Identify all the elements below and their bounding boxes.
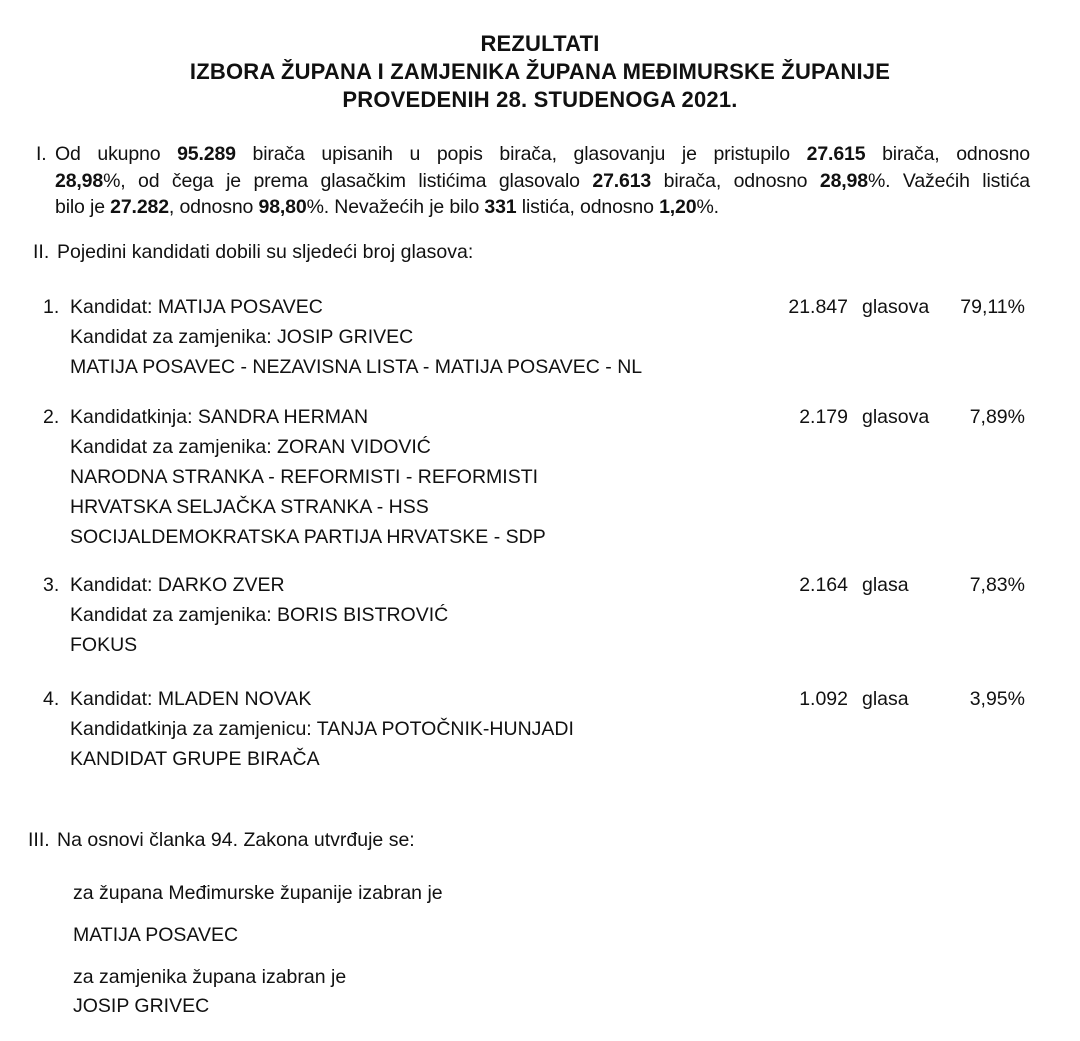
candidate-block	[43, 292, 1080, 382]
candidate-votes-label: glasa	[862, 687, 909, 710]
candidate-lines	[70, 600, 1080, 660]
document-title	[0, 0, 1080, 114]
paragraph-line: Od ukupno 95.289 birača upisanih u popis birača, glasovanju je pristupilo 27.615 birača, odnosno	[55, 143, 1030, 165]
candidate-detail-line: Kandidat za zamjenika: ZORAN VIDOVIĆ	[70, 435, 431, 458]
candidate-detail-line: Kandidat za zamjenika: JOSIP GRIVEC	[70, 325, 414, 348]
candidate-detail-line: FOKUS	[70, 633, 138, 656]
candidate-percent: 3,95%	[969, 687, 1025, 710]
title-line-3: PROVEDENIH 28. STUDENOGA 2021.	[342, 87, 738, 112]
candidate-detail-line: KANDIDAT GRUPE BIRAČA	[70, 747, 320, 770]
candidate-percent: 7,89%	[969, 405, 1025, 428]
candidate-number: 2.	[43, 405, 60, 428]
paragraph-line: 28,98%, od čega je prema glasačkim listićima glasovalo 27.613 birača, odnosno 28,98%. Važećih listića	[55, 169, 1030, 192]
candidate-title: Kandidatkinja: SANDRA HERMAN	[70, 405, 369, 428]
closing-line: za župana Međimurske županije izabran je	[73, 881, 443, 904]
candidate-votes-label: glasova	[862, 295, 930, 318]
candidate-percent: 79,11%	[960, 295, 1025, 318]
candidate-row	[43, 292, 1080, 322]
candidate-block	[43, 570, 1080, 660]
candidate-number: 1.	[43, 295, 60, 318]
candidate-title: Kandidat: MLADEN NOVAK	[70, 687, 312, 710]
section-3-heading	[28, 827, 1080, 854]
section-2-marker: II.	[33, 240, 50, 263]
candidate-votes: 1.092	[799, 687, 848, 710]
candidate-detail-line: NARODNA STRANKA - REFORMISTI - REFORMISTI	[70, 465, 539, 488]
section-3-text: Na osnovi članka 94. Zakona utvrđuje se:	[57, 828, 415, 851]
section-2-text: Pojedini kandidati dobili su sljedeći broj glasova:	[57, 240, 474, 263]
candidate-title: Kandidat: DARKO ZVER	[70, 573, 285, 596]
candidate-lines	[70, 432, 1080, 552]
candidate-detail-line: Kandidatkinja za zamjenicu: TANJA POTOČNIK-HUNJADI	[70, 717, 574, 740]
candidate-lines	[70, 322, 1080, 382]
candidate-row	[43, 402, 1080, 432]
closing-statements	[73, 880, 1080, 1020]
title-line-2: IZBORA ŽUPANA I ZAMJENIKA ŽUPANA MEĐIMURSKE ŽUPANIJE	[189, 59, 891, 84]
closing-line: za zamjenika župana izabran je	[73, 965, 347, 988]
candidate-number: 4.	[43, 687, 60, 710]
candidate-votes-label: glasova	[862, 405, 930, 428]
candidate-title: Kandidat: MATIJA POSAVEC	[70, 295, 323, 318]
section-1-text	[55, 141, 1030, 221]
candidate-block	[43, 684, 1080, 774]
candidate-number: 3.	[43, 573, 60, 596]
candidate-votes: 2.179	[799, 405, 848, 428]
paragraph-line: bilo je 27.282, odnosno 98,80%. Nevažećih je bilo 331 listića, odnosno 1,20%.	[55, 196, 719, 218]
candidate-detail-line: SOCIJALDEMOKRATSKA PARTIJA HRVATSKE - SDP	[70, 525, 546, 548]
candidate-votes-label: glasa	[862, 573, 909, 596]
candidate-row	[43, 684, 1080, 714]
candidate-lines	[70, 714, 1080, 774]
section-1-marker: I.	[36, 143, 47, 165]
title-line-1: REZULTATI	[480, 31, 600, 56]
candidate-row	[43, 570, 1080, 600]
closing-line: MATIJA POSAVEC	[73, 923, 239, 946]
section-1-paragraph	[36, 141, 1030, 221]
candidate-percent: 7,83%	[969, 573, 1025, 596]
candidate-detail-line: MATIJA POSAVEC - NEZAVISNA LISTA - MATIJA POSAVEC - NL	[70, 355, 643, 378]
section-3-marker: III.	[28, 828, 50, 851]
section-2-heading	[33, 239, 1080, 266]
candidate-votes: 2.164	[799, 573, 848, 596]
candidate-block	[43, 402, 1080, 552]
candidate-detail-line: HRVATSKA SELJAČKA STRANKA - HSS	[70, 495, 429, 518]
candidate-detail-line: Kandidat za zamjenika: BORIS BISTROVIĆ	[70, 603, 449, 626]
closing-line: JOSIP GRIVEC	[73, 994, 210, 1017]
candidates-list	[0, 292, 1080, 774]
candidate-votes: 21.847	[788, 295, 848, 318]
